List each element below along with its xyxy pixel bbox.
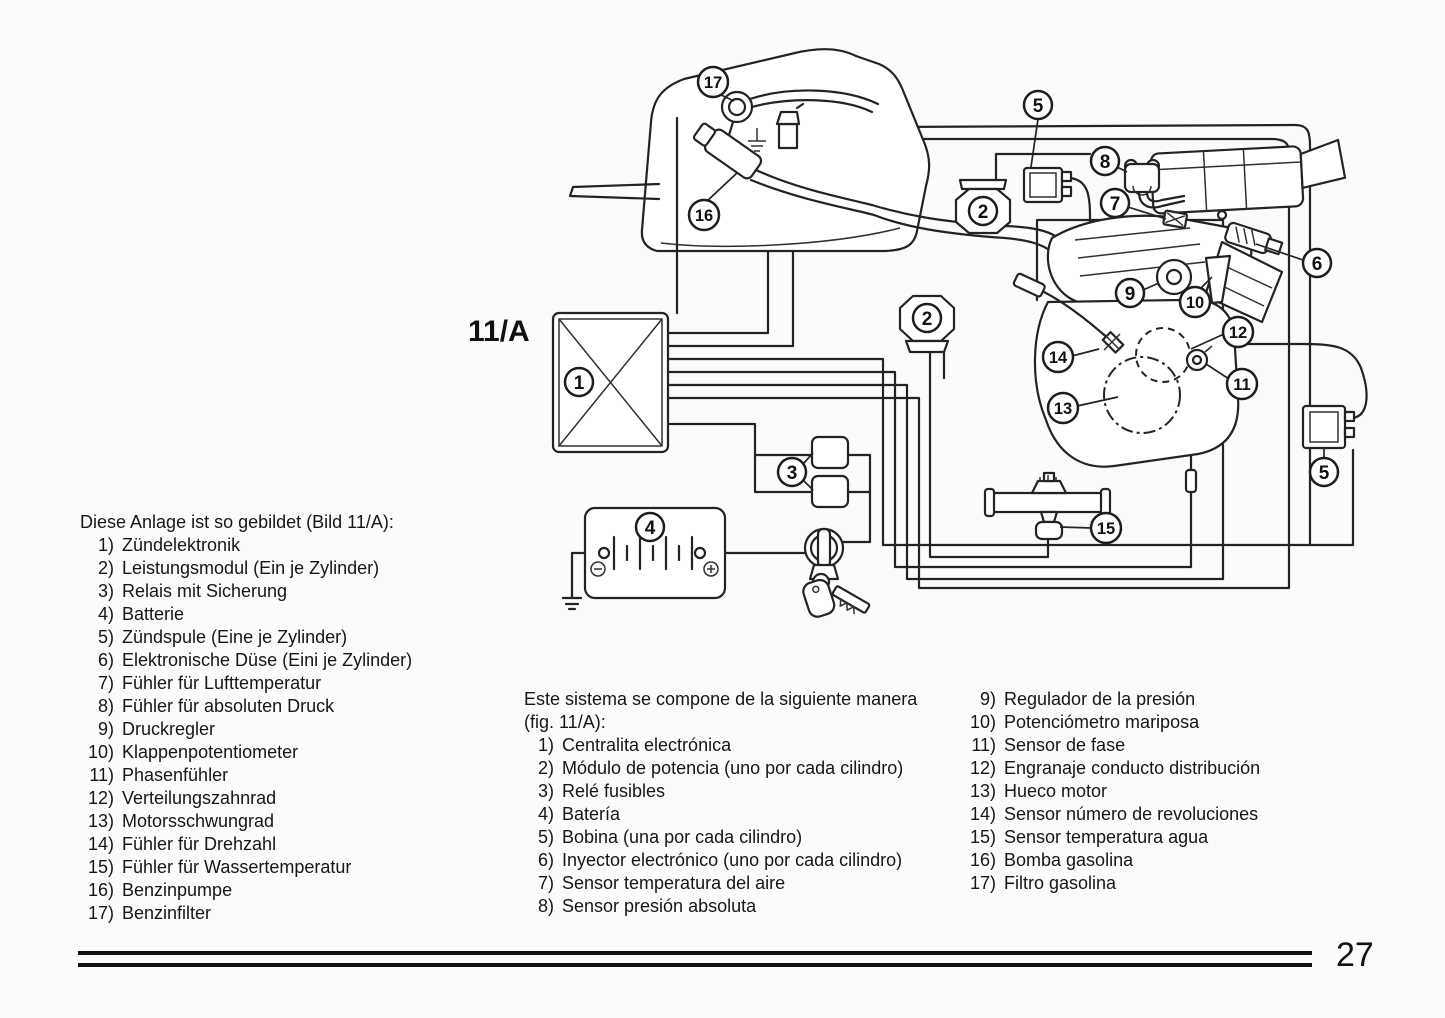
list-item-text: Fühler für Lufttemperatur — [122, 673, 322, 693]
list-item-text: Batterie — [122, 604, 185, 624]
list-item — [958, 780, 1260, 803]
spanish-list-items-right — [958, 688, 1260, 895]
list-item — [80, 764, 412, 787]
list-item — [80, 580, 412, 603]
spanish-list-items-left — [524, 734, 917, 918]
figure-label: 11/A — [468, 315, 530, 348]
list-item-text: Relé fusibles — [562, 781, 666, 801]
list-item — [80, 557, 412, 580]
list-item-number: 4) — [97, 604, 114, 624]
list-item — [524, 895, 917, 918]
callout-number-16: 16 — [694, 207, 714, 225]
list-item-number: 5) — [537, 827, 554, 847]
list-item — [80, 603, 412, 626]
spanish-list-subtitle: (fig. 11/A): — [524, 712, 606, 732]
relay-box — [812, 437, 848, 507]
callout-number-1: 1 — [573, 373, 585, 394]
list-item-text: Potenciómetro mariposa — [1004, 712, 1200, 732]
air-temp-sensor — [1163, 210, 1187, 228]
list-item — [524, 826, 917, 849]
list-item — [80, 626, 412, 649]
list-item-text: Phasenfühler — [122, 765, 229, 785]
footer-rule-bottom — [78, 963, 1312, 967]
list-item-number: 9) — [97, 719, 114, 739]
list-item-text: Regulador de la presión — [1004, 689, 1196, 709]
list-item — [80, 787, 412, 810]
list-item — [80, 534, 412, 557]
list-item — [958, 803, 1260, 826]
german-list-items — [80, 534, 412, 925]
list-item-number: 14) — [969, 804, 996, 824]
list-item-text: Motorsschwungrad — [122, 811, 275, 831]
callout-number-7: 7 — [1109, 194, 1121, 215]
list-item — [958, 757, 1260, 780]
list-item-number: 6) — [97, 650, 114, 670]
list-item-number: 9) — [979, 689, 996, 709]
list-item-text: Módulo de potencia (uno por cada cilindro) — [562, 758, 904, 778]
list-item-text: Klappenpotentiometer — [122, 742, 299, 762]
list-item — [80, 879, 412, 902]
list-item-text: Bomba gasolina — [1004, 850, 1134, 870]
callout-number-5: 5 — [1318, 463, 1330, 484]
list-item-text: Fühler für absoluten Druck — [122, 696, 335, 716]
list-item-number: 3) — [537, 781, 554, 801]
callout-number-6: 6 — [1311, 254, 1323, 275]
list-item-text: Filtro gasolina — [1004, 873, 1117, 893]
list-item-text: Benzinpumpe — [122, 880, 233, 900]
callout-number-15: 15 — [1096, 520, 1116, 538]
list-item — [958, 734, 1260, 757]
list-item — [958, 826, 1260, 849]
list-item-text: Leistungsmodul (Ein je Zylinder) — [122, 558, 380, 578]
list-item — [958, 688, 1260, 711]
list-item-number: 6) — [537, 850, 554, 870]
list-item-number: 17) — [87, 903, 114, 923]
list-item — [524, 803, 917, 826]
list-item — [524, 849, 917, 872]
list-item-number: 12) — [87, 788, 114, 808]
list-item-number: 11) — [89, 765, 114, 785]
list-item-text: Fühler für Drehzahl — [122, 834, 277, 854]
list-item — [80, 833, 412, 856]
list-item — [80, 672, 412, 695]
callout-number-4: 4 — [644, 518, 656, 539]
key-fob — [801, 578, 837, 619]
list-item — [80, 810, 412, 833]
list-item — [80, 649, 412, 672]
list-item-text: Sensor de fase — [1004, 735, 1126, 755]
callout-number-9: 9 — [1124, 284, 1136, 305]
callout-number-11: 11 — [1233, 376, 1251, 394]
ground-symbol — [563, 598, 581, 609]
list-item — [80, 902, 412, 925]
key-blade — [829, 586, 870, 619]
list-item — [524, 780, 917, 803]
list-item-number: 3) — [97, 581, 114, 601]
callout-number-17: 17 — [703, 74, 723, 92]
german-list-title: Diese Anlage ist so gebildet (Bild 11/A): — [80, 512, 394, 532]
list-item-number: 2) — [537, 758, 554, 778]
list-item-text: Fühler für Wassertemperatur — [122, 857, 352, 877]
list-item-number: 7) — [537, 873, 554, 893]
list-item — [80, 718, 412, 741]
list-item-number: 4) — [537, 804, 554, 824]
list-item — [958, 849, 1260, 872]
ignition-coil-top — [1024, 168, 1071, 202]
list-item-text: Sensor temperatura agua — [1004, 827, 1209, 847]
german-parts-list — [80, 511, 412, 925]
list-item-number: 5) — [97, 627, 114, 647]
list-item-text: Zündspule (Eine je Zylinder) — [122, 627, 348, 647]
list-item — [524, 757, 917, 780]
list-item-number: 1) — [97, 535, 114, 555]
list-item-number: 16) — [87, 880, 114, 900]
list-item — [80, 695, 412, 718]
list-item-text: Benzinfilter — [122, 903, 212, 923]
list-item-number: 8) — [537, 896, 554, 916]
callout-number-8: 8 — [1099, 152, 1111, 173]
list-item-text: Engranaje conducto distribución — [1004, 758, 1261, 778]
list-item-number: 10) — [969, 712, 996, 732]
callout-number-5: 5 — [1032, 96, 1044, 117]
list-item-text: Sensor temperatura del aire — [562, 873, 786, 893]
list-item — [80, 741, 412, 764]
list-item-text: Druckregler — [122, 719, 216, 739]
callout-number-3: 3 — [786, 463, 798, 484]
list-item-text: Zündelektronik — [122, 535, 241, 555]
list-item-number: 14) — [87, 834, 114, 854]
callout-number-2: 2 — [921, 309, 933, 330]
list-item-number: 13) — [969, 781, 996, 801]
spanish-list-title: Este sistema se compone de la siguiente manera — [524, 689, 918, 709]
page-number: 27 — [1336, 936, 1374, 974]
list-item-text: Relais mit Sicherung — [122, 581, 288, 601]
callout-number-10: 10 — [1185, 294, 1205, 312]
list-item-number: 15) — [969, 827, 996, 847]
list-item — [80, 856, 412, 879]
list-item-text: Sensor presión absoluta — [562, 896, 757, 916]
ignition-coil-bottom — [1303, 406, 1354, 448]
list-item-number: 12) — [969, 758, 996, 778]
list-item-number: 13) — [87, 811, 114, 831]
list-item-number: 11) — [971, 735, 996, 755]
list-item-text: Centralita electrónica — [562, 735, 732, 755]
list-item — [524, 872, 917, 895]
list-item-text: Verteilungszahnrad — [122, 788, 277, 808]
list-item — [958, 872, 1260, 895]
list-item-text: Batería — [562, 804, 621, 824]
list-item-number: 10) — [87, 742, 114, 762]
list-item-text: Bobina (una por cada cilindro) — [562, 827, 803, 847]
list-item-text: Sensor número de revoluciones — [1004, 804, 1259, 824]
list-item-text: Inyector electrónico (uno por cada cilindro) — [562, 850, 903, 870]
callout-number-14: 14 — [1048, 349, 1068, 367]
callout-number-2: 2 — [977, 202, 989, 223]
list-item-text: Hueco motor — [1004, 781, 1108, 801]
callout-number-13: 13 — [1053, 400, 1073, 418]
list-item-number: 15) — [87, 857, 114, 877]
callout-number-12: 12 — [1228, 324, 1248, 342]
list-item-number: 16) — [969, 850, 996, 870]
spanish-parts-list-left — [524, 688, 917, 918]
spanish-parts-list-right — [958, 688, 1260, 895]
list-item-text: Elektronische Düse (Eini je Zylinder) — [122, 650, 413, 670]
list-item-number: 1) — [537, 735, 554, 755]
footer-rule-top — [78, 951, 1312, 955]
list-item-number: 7) — [97, 673, 114, 693]
list-item — [524, 734, 917, 757]
list-item — [958, 711, 1260, 734]
list-item-number: 17) — [969, 873, 996, 893]
list-item-number: 8) — [97, 696, 114, 716]
list-item-number: 2) — [97, 558, 114, 578]
